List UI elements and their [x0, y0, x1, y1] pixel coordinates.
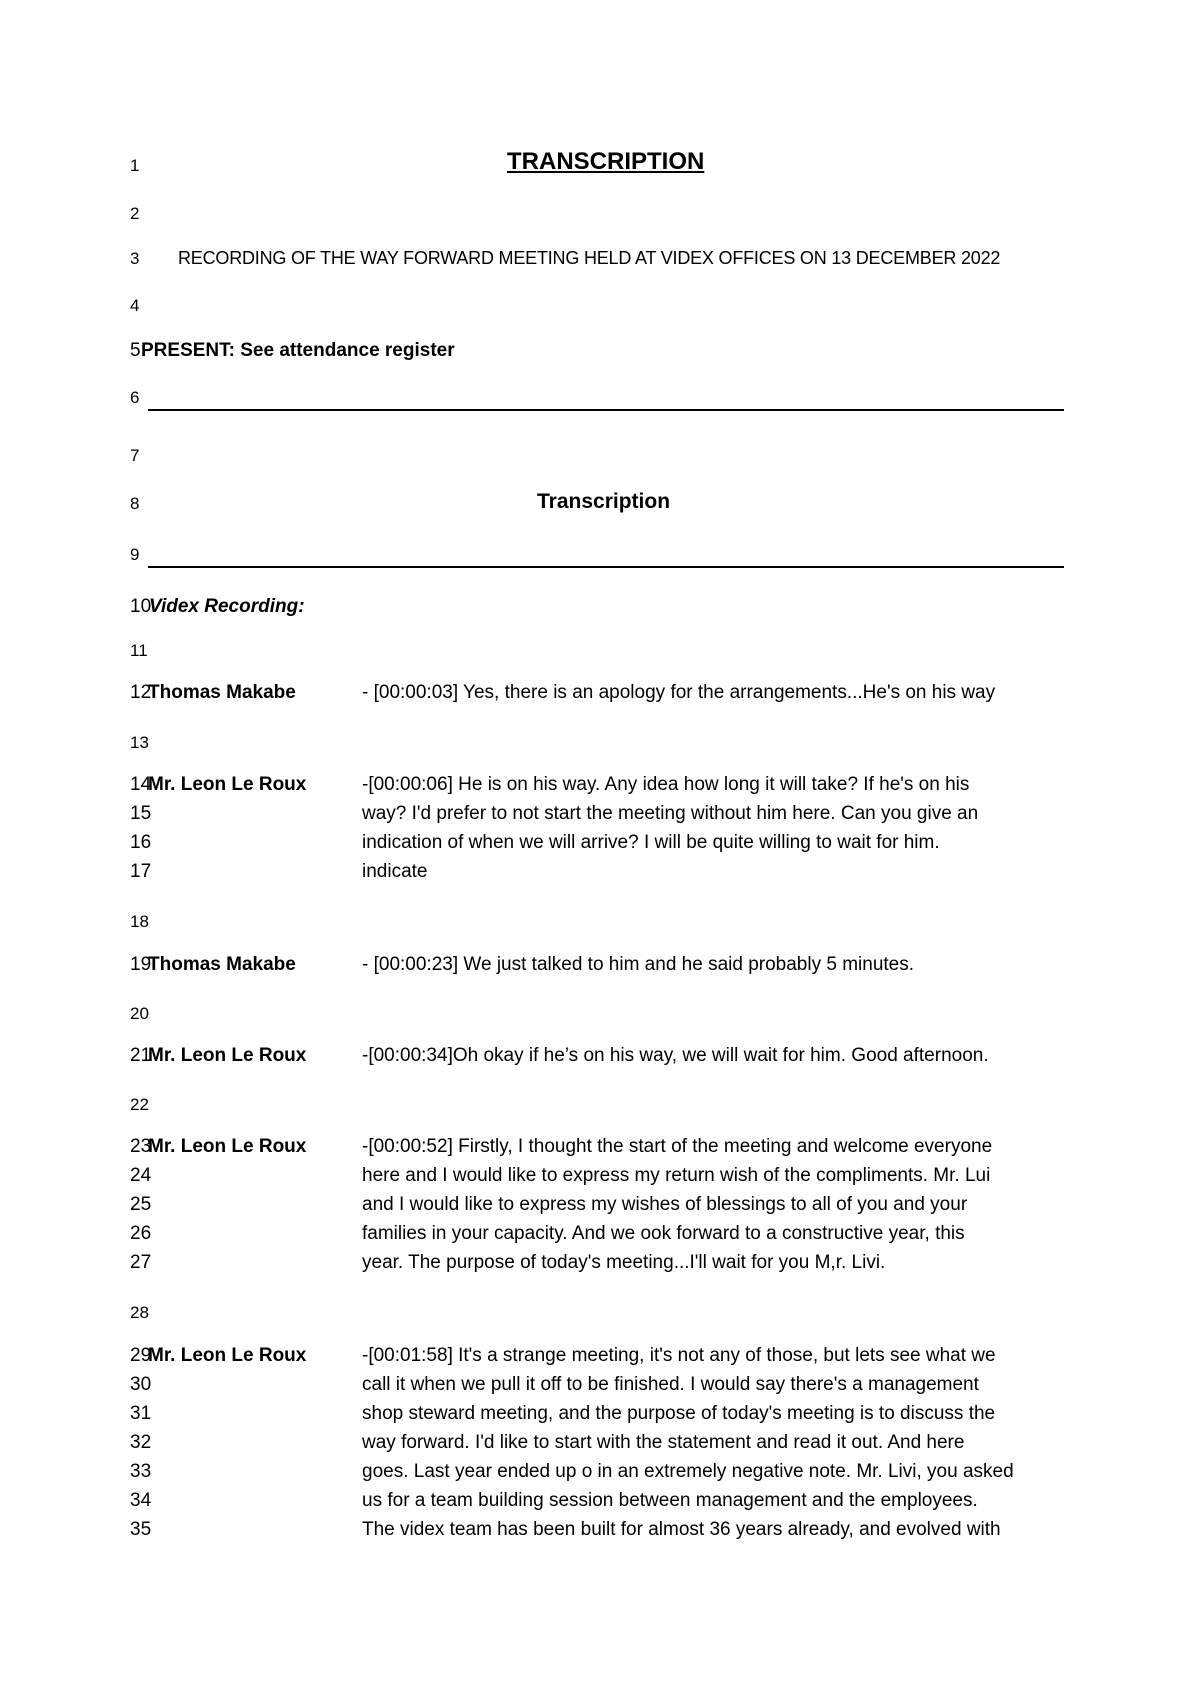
line-number: 31 — [130, 1403, 152, 1424]
line-number: 30 — [130, 1374, 152, 1395]
utterance-text: year. The purpose of today's meeting...I'll wait for you M,r. Livi. — [362, 1252, 886, 1273]
line-number: 8 — [130, 494, 140, 513]
line-number: 34 — [130, 1490, 152, 1511]
line-number: 1 — [130, 156, 140, 175]
line-number: 26 — [130, 1223, 152, 1244]
utterance-text: indication of when we will arrive? I will be quite willing to wait for him. — [362, 832, 940, 853]
utterance-text: way? I'd prefer to not start the meeting without him here. Can you give an — [362, 803, 979, 824]
line-number: 19 — [130, 954, 152, 975]
line-number: 16 — [130, 832, 152, 853]
line-number: 21 — [130, 1045, 152, 1066]
transcript-row — [130, 1399, 1200, 1429]
transcript-row — [130, 1370, 1200, 1400]
transcript-row — [130, 1428, 1200, 1458]
line-number: 18 — [130, 912, 149, 931]
line-number: 11 — [130, 641, 148, 660]
transcript-row — [130, 828, 1200, 858]
present-line: PRESENT: See attendance register — [141, 340, 455, 361]
transcript-row — [130, 1341, 1200, 1371]
line-number: 10 — [130, 596, 152, 617]
meeting-subtitle: RECORDING OF THE WAY FORWARD MEETING HELD AT VIDEX OFFICES ON 13 DECEMBER 2022 — [178, 248, 1001, 268]
utterance-text: - [00:00:23] We just talked to him and he said probably 5 minutes. — [362, 954, 915, 975]
speaker-name: Mr. Leon Le Roux — [148, 1345, 307, 1366]
transcript-row — [130, 950, 1200, 980]
transcript-row — [130, 770, 1200, 800]
utterance-text: -[00:00:52] Firstly, I thought the start of the meeting and welcome everyone — [362, 1136, 993, 1157]
line-number: 14 — [130, 774, 152, 795]
utterance-text: call it when we pull it off to be finished. I would say there's a management — [362, 1374, 979, 1395]
line-number: 32 — [130, 1432, 152, 1453]
line-number: 7 — [130, 446, 140, 465]
page-title: TRANSCRIPTION — [507, 148, 705, 175]
speaker-name: Mr. Leon Le Roux — [148, 1136, 307, 1157]
line-number: 4 — [130, 296, 140, 315]
transcript-row — [130, 678, 1200, 708]
line-number: 25 — [130, 1194, 152, 1215]
transcript-row — [130, 857, 1200, 887]
utterance-text: -[00:01:58] It's a strange meeting, it's not any of those, but lets see what we — [362, 1345, 996, 1366]
line-number: 28 — [130, 1303, 149, 1322]
line-number: 15 — [130, 803, 152, 824]
utterance-text: - [00:00:03] Yes, there is an apology for the arrangements...He's on his way — [362, 682, 996, 703]
recording-label: Videx Recording: — [149, 596, 305, 617]
speaker-name: Mr. Leon Le Roux — [148, 774, 307, 795]
transcript-row — [130, 1219, 1200, 1249]
line-number: 22 — [130, 1095, 149, 1114]
line-number: 5 — [130, 340, 141, 361]
utterance-text: way forward. I'd like to start with the statement and read it out. And here — [362, 1432, 965, 1453]
speaker-name: Thomas Makabe — [148, 954, 296, 975]
utterance-text: indicate — [362, 861, 428, 882]
transcript-row — [130, 1132, 1200, 1162]
transcript-row — [130, 799, 1200, 829]
line-number: 13 — [130, 733, 149, 752]
transcript-row — [130, 1515, 1200, 1545]
transcript-row — [130, 1161, 1200, 1191]
utterance-text: and I would like to express my wishes of blessings to all of you and your — [362, 1194, 968, 1215]
transcript-row — [130, 1190, 1200, 1220]
utterance-text: The videx team has been built for almost 36 years already, and evolved with — [362, 1519, 1001, 1540]
utterance-text: goes. Last year ended up o in an extremely negative note. Mr. Livi, you asked — [362, 1461, 1014, 1482]
line-number: 35 — [130, 1519, 152, 1540]
line-number: 27 — [130, 1252, 152, 1273]
transcript-row — [130, 1248, 1200, 1278]
utterance-text: us for a team building session between management and the employees. — [362, 1490, 978, 1511]
transcript-row — [130, 1041, 1200, 1071]
line-number: 9 — [130, 545, 140, 564]
transcript-row — [130, 1486, 1200, 1516]
line-number: 23 — [130, 1136, 152, 1157]
horizontal-rule — [148, 566, 1064, 568]
line-number: 6 — [130, 388, 140, 407]
transcript-row — [130, 1457, 1200, 1487]
speaker-name: Mr. Leon Le Roux — [148, 1045, 307, 1066]
utterance-text: -[00:00:34]Oh okay if he’s on his way, we will wait for him. Good afternoon. — [362, 1045, 989, 1066]
line-number: 24 — [130, 1165, 152, 1186]
utterance-text: families in your capacity. And we ook forward to a constructive year, this — [362, 1223, 965, 1244]
line-number: 12 — [130, 682, 152, 703]
speaker-name: Thomas Makabe — [148, 682, 296, 703]
line-number: 29 — [130, 1345, 152, 1366]
utterance-text: here and I would like to express my return wish of the compliments. Mr. Lui — [362, 1165, 991, 1186]
line-number: 17 — [130, 861, 152, 882]
section-heading: Transcription — [537, 490, 671, 513]
line-number: 2 — [130, 204, 140, 223]
line-number: 20 — [130, 1004, 149, 1023]
line-number: 33 — [130, 1461, 152, 1482]
utterance-text: shop steward meeting, and the purpose of today's meeting is to discuss the — [362, 1403, 996, 1424]
line-number: 3 — [130, 249, 140, 268]
utterance-text: -[00:00:06] He is on his way. Any idea how long it will take? If he's on his — [362, 774, 970, 795]
horizontal-rule — [148, 409, 1064, 411]
